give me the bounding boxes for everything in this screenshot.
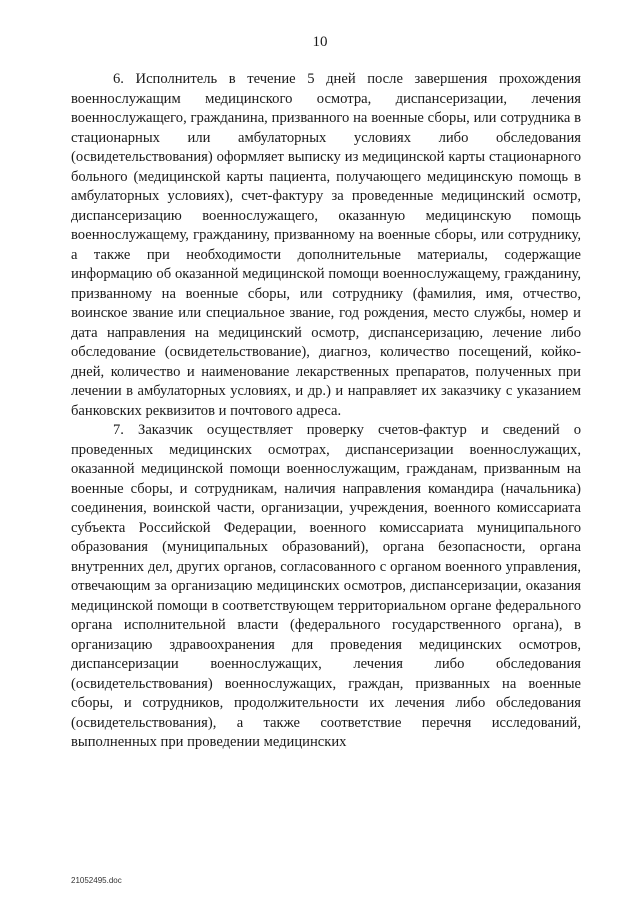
document-body bbox=[71, 70, 581, 753]
page-number: 10 bbox=[312, 34, 328, 50]
paragraph-6: 6. Исполнитель в течение 5 дней после завершения прохождения военнослужащим медицинского осмотра, диспансеризации, лечения военнослужащего, гражданина, призванного на военные сборы, или сотрудника в стационарных или амбулаторных условиях либо обследования (освидетельствования) оформляет выписку из медицинской карты стационарного больного (медицинской карты пациента, получающего медицинскую помощь в амбулаторных условиях), счет-фактуру за проведенные медицинский осмотр, диспансеризацию военнослужащего, оказанную медицинскую помощь военнослужащему, гражданину, призванному на военные сборы, или сотруднику, а также при необходимости дополнительные материалы, содержащие информацию об оказанной медицинской помощи военнослужащему, гражданину, призванному на военные сборы, или сотруднику (фамилия, имя, отчество, воинское звание или специальное звание, год рождения, место службы, номер и дата направления на медицинский осмотр, диспансеризацию, лечение либо обследование (освидетельствование), диагноз, количество посещений, койко-дней, количество и наименование лекарственных препаратов, полученных при лечении в амбулаторных условиях, и др.) и направляет их заказчику с указанием банковских реквизитов и почтового адреса. bbox=[71, 71, 581, 419]
paragraph-7: 7. Заказчик осуществляет проверку счетов-фактур и сведений о проведенных медицинских осмотрах, диспансеризации военнослужащих, оказанной медицинской помощи военнослужащим, гражданам, призванным на военные сборы, и сотрудникам, наличия направления командира (начальника) соединения, воинской части, организации, учреждения, военного комиссариата субъекта Российской Федерации, военного комиссариата муниципального образования (муниципальных образований), органа безопасности, органа внутренних дел, других органов, согласованного с органом военного управления, отвечающим за организацию медицинских осмотров, диспансеризации, оказания медицинской помощи в соответствующем территориальном органе федерального органа исполнительной власти (федерального государственного органа), в организацию здравоохранения для проведения медицинских осмотров, диспансеризации военнослужащих, лечения либо обследования (освидетельствования) военнослужащих, граждан, призванных на военные сборы, и сотрудников, продолжительности их лечения либо обследования (освидетельствования), а также соответствие перечня исследований, выполненных при проведении медицинских bbox=[71, 422, 581, 750]
footer-filename: 21052495.doc bbox=[71, 876, 122, 885]
